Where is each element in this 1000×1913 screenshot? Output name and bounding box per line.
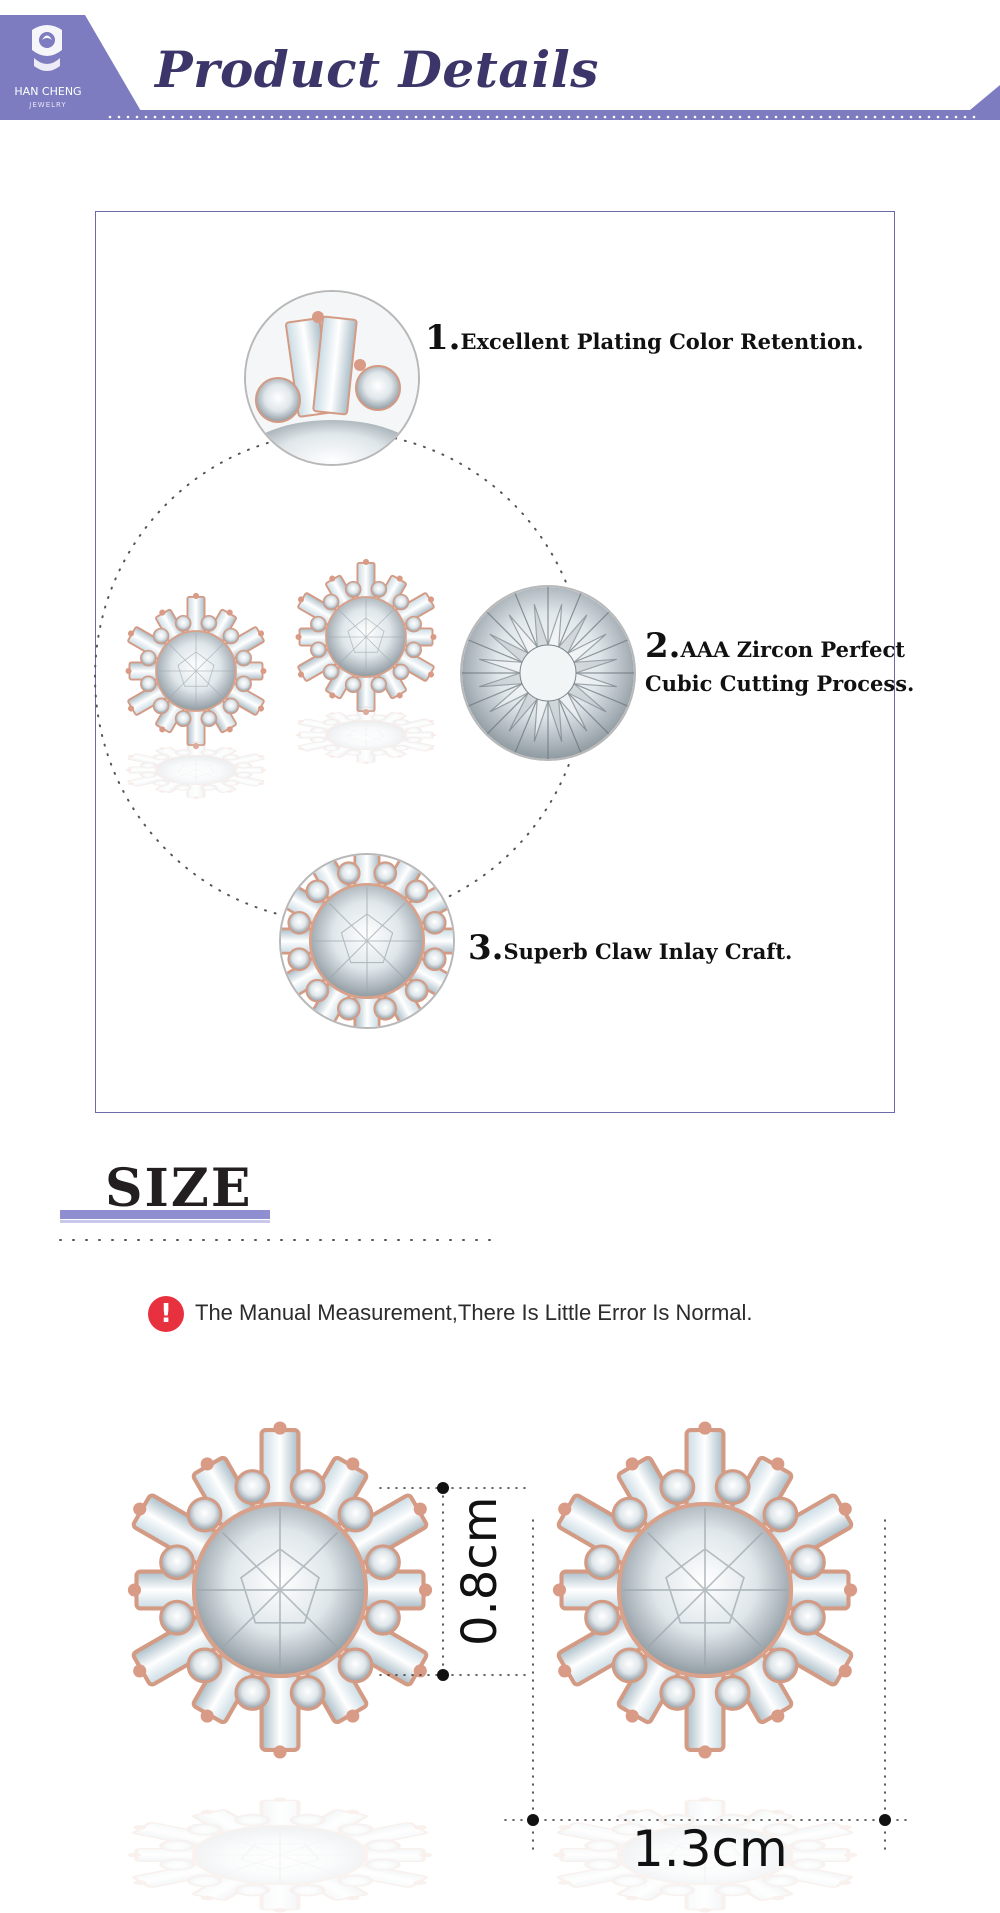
detail-circle-zircon [461,586,635,760]
page-title: Product Details [155,40,599,99]
measurement-notice: The Manual Measurement,There Is Little Error Is Normal. [195,1300,753,1325]
height-label: 0.8cm [452,1496,508,1646]
earring-pair-small [124,559,438,799]
brand-name: HAN CHENG [14,85,82,98]
earring-large-left [125,1421,435,1758]
feature-3 [468,928,792,968]
feature-3-text: Superb Claw Inlay Craft. [503,939,793,964]
feature-2-number: 2. [645,626,681,666]
feature-2-text-line2: Cubic Cutting Process. [645,671,915,696]
feature-1-text: Excellent Plating Color Retention. [460,329,864,354]
detail-circle-claw [265,830,469,1052]
brand-subtitle: JEWELRY [29,101,67,109]
feature-3-number: 3. [468,928,504,968]
width-label: 1.3cm [632,1820,788,1878]
feature-2 [645,626,915,702]
earring-large-right [550,1421,860,1758]
exclamation-icon: ! [148,1296,184,1332]
feature-1-number: 1. [425,318,461,358]
height-label-box [450,1496,570,1648]
feature-2-text-line1: AAA Zircon Perfect [680,637,905,662]
detail-circle-plating [237,290,427,510]
size-title: SIZE [105,1158,253,1219]
feature-1 [425,318,864,358]
